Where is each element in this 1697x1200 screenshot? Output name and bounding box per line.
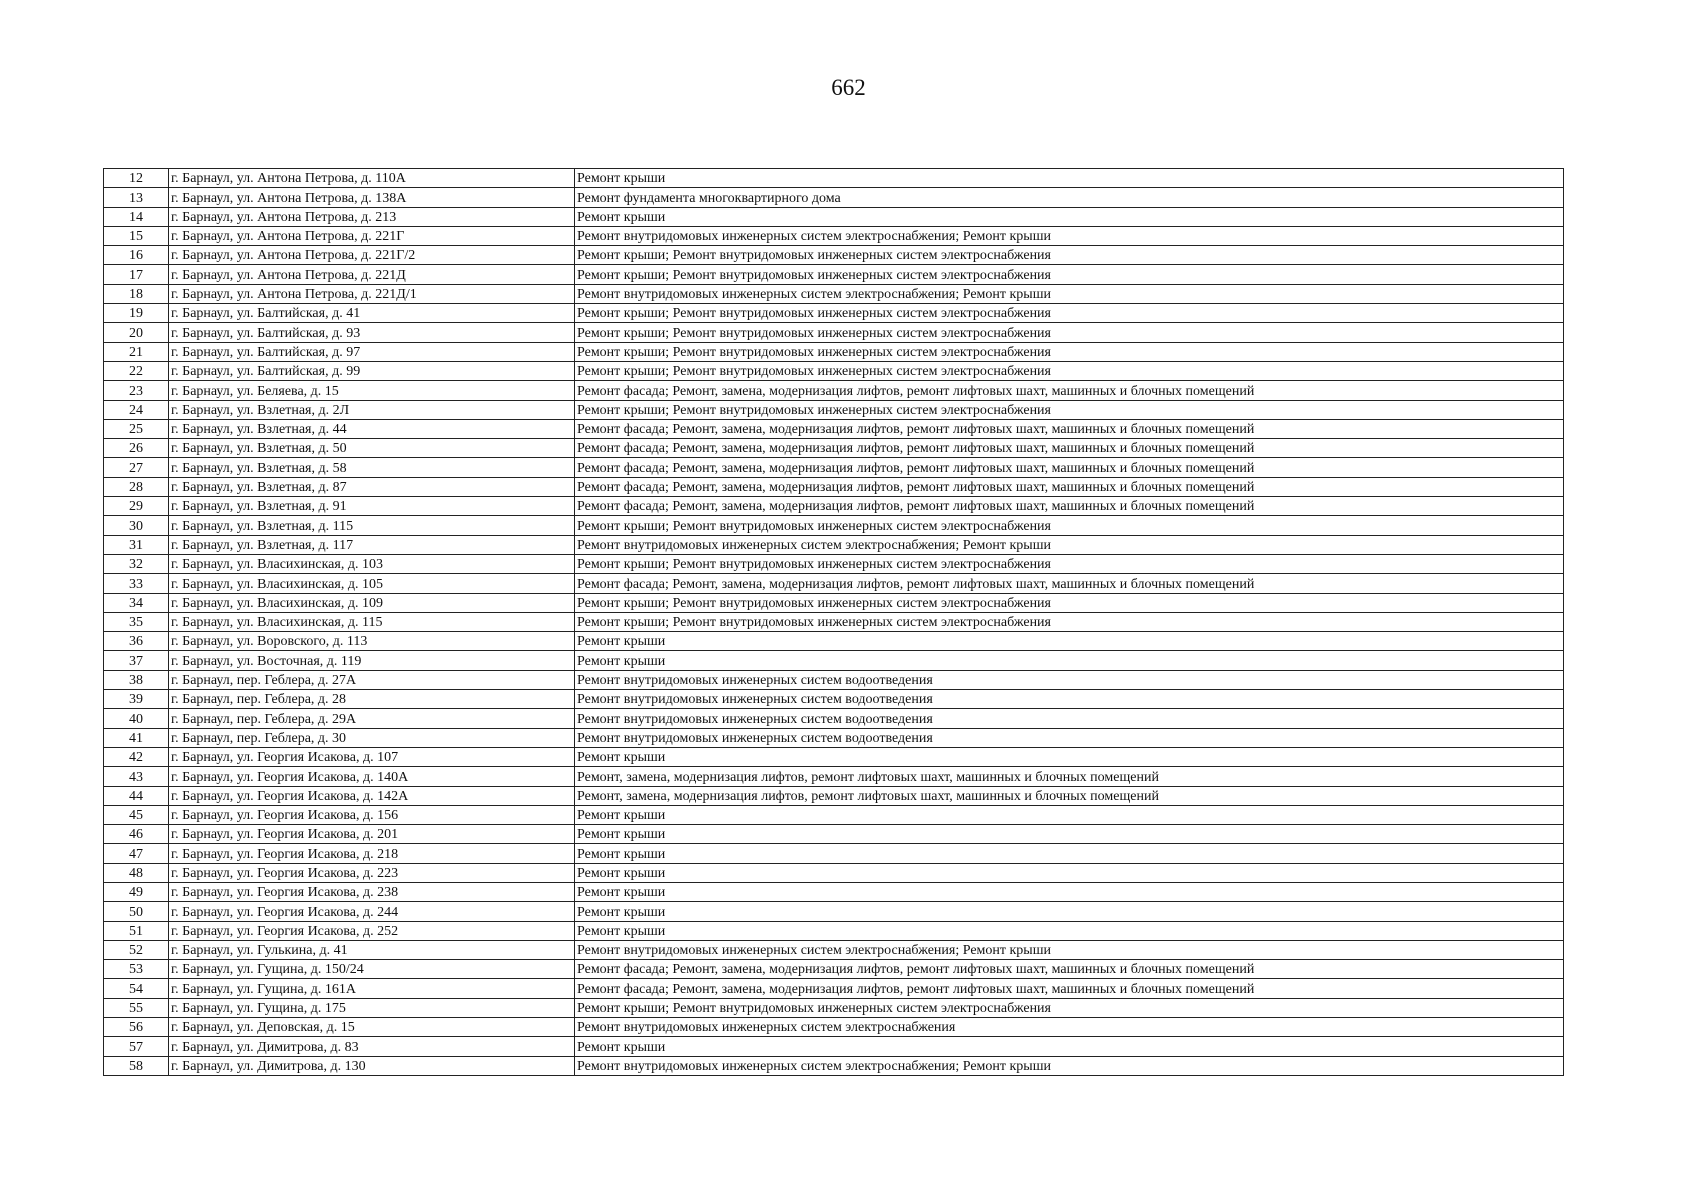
work-type-cell: Ремонт внутридомовых инженерных систем электроснабжения; Ремонт крыши bbox=[575, 535, 1564, 554]
table-row bbox=[104, 207, 1564, 226]
table-row bbox=[104, 844, 1564, 863]
table-row bbox=[104, 786, 1564, 805]
address-cell: г. Барнаул, ул. Георгия Исакова, д. 244 bbox=[169, 902, 575, 921]
row-number-cell: 19 bbox=[104, 304, 169, 323]
table-row bbox=[104, 728, 1564, 747]
work-type-cell: Ремонт фасада; Ремонт, замена, модернизация лифтов, ремонт лифтовых шахт, машинных и блочных помещений bbox=[575, 419, 1564, 438]
table-row bbox=[104, 690, 1564, 709]
address-cell: г. Барнаул, ул. Георгия Исакова, д. 252 bbox=[169, 921, 575, 940]
address-cell: г. Барнаул, ул. Взлетная, д. 115 bbox=[169, 516, 575, 535]
work-type-cell: Ремонт крыши bbox=[575, 882, 1564, 901]
work-type-cell: Ремонт крыши bbox=[575, 207, 1564, 226]
row-number-cell: 41 bbox=[104, 728, 169, 747]
address-cell: г. Барнаул, пер. Геблера, д. 30 bbox=[169, 728, 575, 747]
row-number-cell: 47 bbox=[104, 844, 169, 863]
table-row bbox=[104, 169, 1564, 188]
row-number-cell: 44 bbox=[104, 786, 169, 805]
address-cell: г. Барнаул, ул. Георгия Исакова, д. 142А bbox=[169, 786, 575, 805]
work-type-cell: Ремонт крыши bbox=[575, 632, 1564, 651]
address-cell: г. Барнаул, ул. Антона Петрова, д. 213 bbox=[169, 207, 575, 226]
row-number-cell: 27 bbox=[104, 458, 169, 477]
work-type-cell: Ремонт фасада; Ремонт, замена, модернизация лифтов, ремонт лифтовых шахт, машинных и блочных помещений bbox=[575, 497, 1564, 516]
work-type-cell: Ремонт крыши bbox=[575, 169, 1564, 188]
table-row bbox=[104, 342, 1564, 361]
table-row bbox=[104, 709, 1564, 728]
address-cell: г. Барнаул, ул. Антона Петрова, д. 138А bbox=[169, 188, 575, 207]
address-cell: г. Барнаул, ул. Взлетная, д. 50 bbox=[169, 439, 575, 458]
table-row bbox=[104, 284, 1564, 303]
table-row bbox=[104, 381, 1564, 400]
work-type-cell: Ремонт крыши bbox=[575, 825, 1564, 844]
row-number-cell: 34 bbox=[104, 593, 169, 612]
table-row bbox=[104, 998, 1564, 1017]
table-row bbox=[104, 188, 1564, 207]
row-number-cell: 20 bbox=[104, 323, 169, 342]
address-cell: г. Барнаул, ул. Антона Петрова, д. 221Д/1 bbox=[169, 284, 575, 303]
address-cell: г. Барнаул, ул. Антона Петрова, д. 110А bbox=[169, 169, 575, 188]
row-number-cell: 15 bbox=[104, 226, 169, 245]
work-type-cell: Ремонт крыши bbox=[575, 747, 1564, 766]
work-type-cell: Ремонт, замена, модернизация лифтов, ремонт лифтовых шахт, машинных и блочных помещений bbox=[575, 786, 1564, 805]
row-number-cell: 32 bbox=[104, 554, 169, 573]
table-row bbox=[104, 979, 1564, 998]
address-cell: г. Барнаул, ул. Балтийская, д. 99 bbox=[169, 361, 575, 380]
row-number-cell: 29 bbox=[104, 497, 169, 516]
row-number-cell: 37 bbox=[104, 651, 169, 670]
table-body bbox=[104, 169, 1564, 1076]
row-number-cell: 39 bbox=[104, 690, 169, 709]
row-number-cell: 23 bbox=[104, 381, 169, 400]
address-cell: г. Барнаул, ул. Балтийская, д. 93 bbox=[169, 323, 575, 342]
table-row bbox=[104, 632, 1564, 651]
table-row bbox=[104, 921, 1564, 940]
address-cell: г. Барнаул, ул. Гущина, д. 175 bbox=[169, 998, 575, 1017]
table-row bbox=[104, 651, 1564, 670]
work-type-cell: Ремонт внутридомовых инженерных систем электроснабжения; Ремонт крыши bbox=[575, 284, 1564, 303]
table-row bbox=[104, 323, 1564, 342]
address-cell: г. Барнаул, ул. Антона Петрова, д. 221Г bbox=[169, 226, 575, 245]
table-row bbox=[104, 477, 1564, 496]
address-cell: г. Барнаул, ул. Балтийская, д. 97 bbox=[169, 342, 575, 361]
table-row bbox=[104, 400, 1564, 419]
address-cell: г. Барнаул, ул. Воровского, д. 113 bbox=[169, 632, 575, 651]
table-row bbox=[104, 767, 1564, 786]
address-cell: г. Барнаул, ул. Георгия Исакова, д. 140А bbox=[169, 767, 575, 786]
row-number-cell: 46 bbox=[104, 825, 169, 844]
row-number-cell: 28 bbox=[104, 477, 169, 496]
work-type-cell: Ремонт внутридомовых инженерных систем электроснабжения; Ремонт крыши bbox=[575, 940, 1564, 959]
row-number-cell: 51 bbox=[104, 921, 169, 940]
work-type-cell: Ремонт крыши; Ремонт внутридомовых инженерных систем электроснабжения bbox=[575, 361, 1564, 380]
table-row bbox=[104, 593, 1564, 612]
row-number-cell: 50 bbox=[104, 902, 169, 921]
table-row bbox=[104, 246, 1564, 265]
work-type-cell: Ремонт фасада; Ремонт, замена, модернизация лифтов, ремонт лифтовых шахт, машинных и блочных помещений bbox=[575, 458, 1564, 477]
table-row bbox=[104, 554, 1564, 573]
table-row bbox=[104, 1018, 1564, 1037]
work-type-cell: Ремонт фасада; Ремонт, замена, модернизация лифтов, ремонт лифтовых шахт, машинных и блочных помещений bbox=[575, 574, 1564, 593]
work-type-cell: Ремонт, замена, модернизация лифтов, ремонт лифтовых шахт, машинных и блочных помещений bbox=[575, 767, 1564, 786]
address-cell: г. Барнаул, ул. Антона Петрова, д. 221Д bbox=[169, 265, 575, 284]
table-row bbox=[104, 574, 1564, 593]
work-type-cell: Ремонт внутридомовых инженерных систем электроснабжения; Ремонт крыши bbox=[575, 226, 1564, 245]
work-type-cell: Ремонт крыши bbox=[575, 921, 1564, 940]
row-number-cell: 55 bbox=[104, 998, 169, 1017]
row-number-cell: 18 bbox=[104, 284, 169, 303]
address-cell: г. Барнаул, ул. Взлетная, д. 87 bbox=[169, 477, 575, 496]
row-number-cell: 30 bbox=[104, 516, 169, 535]
row-number-cell: 25 bbox=[104, 419, 169, 438]
work-type-cell: Ремонт фасада; Ремонт, замена, модернизация лифтов, ремонт лифтовых шахт, машинных и блочных помещений bbox=[575, 381, 1564, 400]
row-number-cell: 54 bbox=[104, 979, 169, 998]
work-type-cell: Ремонт крыши bbox=[575, 902, 1564, 921]
row-number-cell: 16 bbox=[104, 246, 169, 265]
row-number-cell: 14 bbox=[104, 207, 169, 226]
table-row bbox=[104, 902, 1564, 921]
work-type-cell: Ремонт фасада; Ремонт, замена, модернизация лифтов, ремонт лифтовых шахт, машинных и блочных помещений bbox=[575, 477, 1564, 496]
address-cell: г. Барнаул, ул. Беляева, д. 15 bbox=[169, 381, 575, 400]
row-number-cell: 13 bbox=[104, 188, 169, 207]
address-cell: г. Барнаул, пер. Геблера, д. 29А bbox=[169, 709, 575, 728]
row-number-cell: 45 bbox=[104, 805, 169, 824]
address-cell: г. Барнаул, ул. Власихинская, д. 105 bbox=[169, 574, 575, 593]
address-cell: г. Барнаул, ул. Георгия Исакова, д. 238 bbox=[169, 882, 575, 901]
work-type-cell: Ремонт фасада; Ремонт, замена, модернизация лифтов, ремонт лифтовых шахт, машинных и блочных помещений bbox=[575, 439, 1564, 458]
work-type-cell: Ремонт внутридомовых инженерных систем водоотведения bbox=[575, 690, 1564, 709]
work-type-cell: Ремонт крыши; Ремонт внутридомовых инженерных систем электроснабжения bbox=[575, 342, 1564, 361]
work-type-cell: Ремонт внутридомовых инженерных систем электроснабжения; Ремонт крыши bbox=[575, 1056, 1564, 1075]
page-number: 662 bbox=[831, 75, 866, 100]
work-type-cell: Ремонт крыши; Ремонт внутридомовых инженерных систем электроснабжения bbox=[575, 554, 1564, 573]
row-number-cell: 43 bbox=[104, 767, 169, 786]
row-number-cell: 49 bbox=[104, 882, 169, 901]
work-type-cell: Ремонт крыши; Ремонт внутридомовых инженерных систем электроснабжения bbox=[575, 265, 1564, 284]
work-type-cell: Ремонт внутридомовых инженерных систем водоотведения bbox=[575, 670, 1564, 689]
row-number-cell: 56 bbox=[104, 1018, 169, 1037]
address-cell: г. Барнаул, ул. Взлетная, д. 2Л bbox=[169, 400, 575, 419]
table-row bbox=[104, 439, 1564, 458]
table-row bbox=[104, 361, 1564, 380]
address-cell: г. Барнаул, ул. Димитрова, д. 83 bbox=[169, 1037, 575, 1056]
work-type-cell: Ремонт внутридомовых инженерных систем водоотведения bbox=[575, 728, 1564, 747]
table-row bbox=[104, 805, 1564, 824]
table-row bbox=[104, 825, 1564, 844]
address-cell: г. Барнаул, ул. Взлетная, д. 44 bbox=[169, 419, 575, 438]
table-row bbox=[104, 265, 1564, 284]
address-cell: г. Барнаул, ул. Власихинская, д. 109 bbox=[169, 593, 575, 612]
address-cell: г. Барнаул, ул. Гущина, д. 161А bbox=[169, 979, 575, 998]
work-type-cell: Ремонт крыши bbox=[575, 805, 1564, 824]
table-row bbox=[104, 1037, 1564, 1056]
table-row bbox=[104, 863, 1564, 882]
row-number-cell: 31 bbox=[104, 535, 169, 554]
table-row bbox=[104, 419, 1564, 438]
table-row bbox=[104, 670, 1564, 689]
work-type-cell: Ремонт крыши; Ремонт внутридомовых инженерных систем электроснабжения bbox=[575, 323, 1564, 342]
table-row bbox=[104, 458, 1564, 477]
address-cell: г. Барнаул, ул. Взлетная, д. 58 bbox=[169, 458, 575, 477]
row-number-cell: 33 bbox=[104, 574, 169, 593]
work-type-cell: Ремонт крыши bbox=[575, 651, 1564, 670]
table-row bbox=[104, 535, 1564, 554]
table-row bbox=[104, 304, 1564, 323]
address-cell: г. Барнаул, ул. Взлетная, д. 91 bbox=[169, 497, 575, 516]
address-cell: г. Барнаул, ул. Деповская, д. 15 bbox=[169, 1018, 575, 1037]
table-row bbox=[104, 1056, 1564, 1075]
address-cell: г. Барнаул, пер. Геблера, д. 27А bbox=[169, 670, 575, 689]
row-number-cell: 58 bbox=[104, 1056, 169, 1075]
row-number-cell: 24 bbox=[104, 400, 169, 419]
work-type-cell: Ремонт фасада; Ремонт, замена, модернизация лифтов, ремонт лифтовых шахт, машинных и блочных помещений bbox=[575, 960, 1564, 979]
work-type-cell: Ремонт крыши bbox=[575, 1037, 1564, 1056]
work-type-cell: Ремонт крыши; Ремонт внутридомовых инженерных систем электроснабжения bbox=[575, 612, 1564, 631]
address-cell: г. Барнаул, ул. Антона Петрова, д. 221Г/2 bbox=[169, 246, 575, 265]
address-cell: г. Барнаул, ул. Димитрова, д. 130 bbox=[169, 1056, 575, 1075]
row-number-cell: 48 bbox=[104, 863, 169, 882]
table-row bbox=[104, 497, 1564, 516]
work-type-cell: Ремонт внутридомовых инженерных систем электроснабжения bbox=[575, 1018, 1564, 1037]
table-row bbox=[104, 747, 1564, 766]
address-cell: г. Барнаул, ул. Георгия Исакова, д. 223 bbox=[169, 863, 575, 882]
work-type-cell: Ремонт фундамента многоквартирного дома bbox=[575, 188, 1564, 207]
address-cell: г. Барнаул, ул. Гулькина, д. 41 bbox=[169, 940, 575, 959]
table-row bbox=[104, 940, 1564, 959]
address-cell: г. Барнаул, ул. Георгия Исакова, д. 201 bbox=[169, 825, 575, 844]
address-cell: г. Барнаул, ул. Восточная, д. 119 bbox=[169, 651, 575, 670]
row-number-cell: 35 bbox=[104, 612, 169, 631]
work-type-cell: Ремонт крыши bbox=[575, 844, 1564, 863]
row-number-cell: 57 bbox=[104, 1037, 169, 1056]
work-type-cell: Ремонт крыши; Ремонт внутридомовых инженерных систем электроснабжения bbox=[575, 400, 1564, 419]
repair-list-table bbox=[103, 168, 1564, 1076]
row-number-cell: 17 bbox=[104, 265, 169, 284]
row-number-cell: 22 bbox=[104, 361, 169, 380]
row-number-cell: 12 bbox=[104, 169, 169, 188]
address-cell: г. Барнаул, ул. Власихинская, д. 115 bbox=[169, 612, 575, 631]
work-type-cell: Ремонт фасада; Ремонт, замена, модернизация лифтов, ремонт лифтовых шахт, машинных и блочных помещений bbox=[575, 979, 1564, 998]
row-number-cell: 53 bbox=[104, 960, 169, 979]
address-cell: г. Барнаул, ул. Гущина, д. 150/24 bbox=[169, 960, 575, 979]
address-cell: г. Барнаул, ул. Балтийская, д. 41 bbox=[169, 304, 575, 323]
row-number-cell: 40 bbox=[104, 709, 169, 728]
address-cell: г. Барнаул, ул. Георгия Исакова, д. 107 bbox=[169, 747, 575, 766]
address-cell: г. Барнаул, ул. Георгия Исакова, д. 218 bbox=[169, 844, 575, 863]
table-row bbox=[104, 516, 1564, 535]
work-type-cell: Ремонт крыши; Ремонт внутридомовых инженерных систем электроснабжения bbox=[575, 246, 1564, 265]
row-number-cell: 42 bbox=[104, 747, 169, 766]
work-type-cell: Ремонт крыши bbox=[575, 863, 1564, 882]
work-type-cell: Ремонт крыши; Ремонт внутридомовых инженерных систем электроснабжения bbox=[575, 304, 1564, 323]
row-number-cell: 36 bbox=[104, 632, 169, 651]
address-cell: г. Барнаул, пер. Геблера, д. 28 bbox=[169, 690, 575, 709]
work-type-cell: Ремонт крыши; Ремонт внутридомовых инженерных систем электроснабжения bbox=[575, 998, 1564, 1017]
address-cell: г. Барнаул, ул. Георгия Исакова, д. 156 bbox=[169, 805, 575, 824]
row-number-cell: 26 bbox=[104, 439, 169, 458]
address-cell: г. Барнаул, ул. Взлетная, д. 117 bbox=[169, 535, 575, 554]
work-type-cell: Ремонт крыши; Ремонт внутридомовых инженерных систем электроснабжения bbox=[575, 593, 1564, 612]
work-type-cell: Ремонт крыши; Ремонт внутридомовых инженерных систем электроснабжения bbox=[575, 516, 1564, 535]
table-row bbox=[104, 960, 1564, 979]
table-row bbox=[104, 226, 1564, 245]
table-row bbox=[104, 882, 1564, 901]
address-cell: г. Барнаул, ул. Власихинская, д. 103 bbox=[169, 554, 575, 573]
work-type-cell: Ремонт внутридомовых инженерных систем водоотведения bbox=[575, 709, 1564, 728]
row-number-cell: 21 bbox=[104, 342, 169, 361]
table-row bbox=[104, 612, 1564, 631]
row-number-cell: 38 bbox=[104, 670, 169, 689]
row-number-cell: 52 bbox=[104, 940, 169, 959]
